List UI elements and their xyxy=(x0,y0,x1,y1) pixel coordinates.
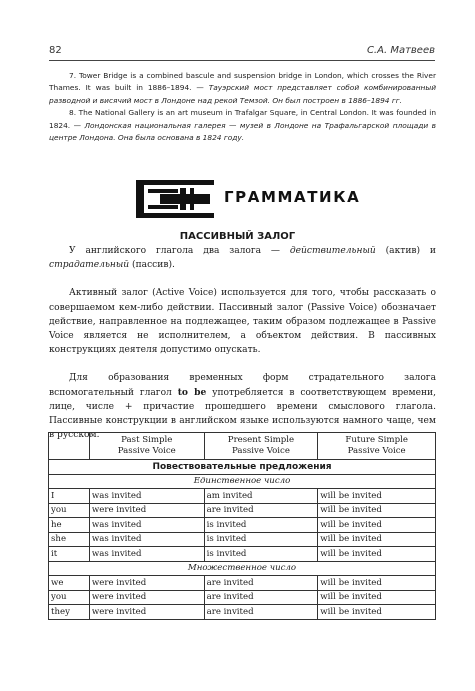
present-cell: are invited xyxy=(204,503,318,518)
table-row xyxy=(49,532,436,547)
past-cell: were invited xyxy=(89,605,204,620)
table-row xyxy=(49,489,436,504)
past-cell: was invited xyxy=(89,547,204,562)
passive-voice-table xyxy=(48,432,436,620)
grammar-section-icon xyxy=(136,180,214,218)
note-8 xyxy=(49,107,436,144)
future-cell: will be invited xyxy=(318,547,436,562)
p3-to-be: to be xyxy=(177,386,207,398)
author-name: С.А. Матвеев xyxy=(366,45,435,56)
singular-label: Единственное число xyxy=(49,474,436,489)
header-past-line1: Past Simple xyxy=(121,435,173,445)
present-cell: is invited xyxy=(204,547,318,562)
plural-label: Множественное число xyxy=(49,561,436,576)
table-header-row xyxy=(49,433,436,460)
future-cell: will be invited xyxy=(318,503,436,518)
pronoun-cell: he xyxy=(49,518,90,533)
present-cell: are invited xyxy=(204,576,318,591)
header-empty-cell xyxy=(49,433,90,460)
header-past-line2: Passive Voice xyxy=(117,446,176,456)
table-row xyxy=(49,576,436,591)
header-future-line1: Future Simple xyxy=(345,435,408,445)
note-8-english: 8. The National Gallery is an art museum in Trafalgar Square, in Central London. It was founded in 1824. — xyxy=(49,108,436,130)
table-body xyxy=(49,460,436,620)
table-row xyxy=(49,518,436,533)
past-cell: were invited xyxy=(89,503,204,518)
past-cell: were invited xyxy=(89,590,204,605)
future-cell: will be invited xyxy=(318,518,436,533)
section-title: ГРАММАТИКА xyxy=(224,188,361,206)
present-cell: are invited xyxy=(204,605,318,620)
pronoun-cell: you xyxy=(49,590,90,605)
pronoun-cell: they xyxy=(49,605,90,620)
header-present-line2: Passive Voice xyxy=(231,446,290,456)
future-cell: will be invited xyxy=(318,605,436,620)
section-label: Повествовательные предложения xyxy=(49,460,436,475)
present-cell: is invited xyxy=(204,532,318,547)
table-row xyxy=(49,547,436,562)
p1-part-a: У английского глагола два залога — xyxy=(69,246,290,256)
past-cell: was invited xyxy=(89,532,204,547)
present-cell: is invited xyxy=(204,518,318,533)
pronoun-cell: she xyxy=(49,532,90,547)
present-cell: am invited xyxy=(204,489,318,504)
note-7 xyxy=(49,70,436,107)
running-header xyxy=(49,44,435,61)
future-cell: will be invited xyxy=(318,532,436,547)
past-cell: was invited xyxy=(89,489,204,504)
future-cell: will be invited xyxy=(318,489,436,504)
plural-label-row xyxy=(49,561,436,576)
paragraph-2: Активный залог (Active Voice) используется для того, чтобы рассказать о совершаемом кем-либо действии. Пассивный залог (Passive Voice) обозначает действие, направленное на подлежащее, таким образом подлежащее в Passive Voice является не исполнителем, а объектом действия. В пассивных конструкциях деятеля допустимо опускать. xyxy=(49,288,436,356)
subheading: ПАССИВНЫЙ ЗАЛОГ xyxy=(179,231,296,242)
pronoun-cell: you xyxy=(49,503,90,518)
header-present-simple xyxy=(204,433,318,460)
header-past-simple xyxy=(89,433,204,460)
header-future-simple xyxy=(318,433,436,460)
section-row xyxy=(49,460,436,475)
pronoun-cell: we xyxy=(49,576,90,591)
future-cell: will be invited xyxy=(318,576,436,591)
singular-label-row xyxy=(49,474,436,489)
main-text xyxy=(49,244,436,442)
p1-part-c: (актив) и xyxy=(375,246,436,256)
header-present-line1: Present Simple xyxy=(227,435,295,445)
past-cell: was invited xyxy=(89,518,204,533)
table-row xyxy=(49,590,436,605)
page-number: 82 xyxy=(49,45,62,56)
p1-part-e: (пассив). xyxy=(129,260,175,271)
p1-term-active: действительный xyxy=(289,246,376,256)
table-row xyxy=(49,605,436,620)
table-row xyxy=(49,503,436,518)
present-cell: are invited xyxy=(204,590,318,605)
pronoun-cell: I xyxy=(49,489,90,504)
header-future-line2: Passive Voice xyxy=(347,446,406,456)
past-cell: were invited xyxy=(89,576,204,591)
note-7-russian: Тауэрский мост представляет собой комбинированный разводной и висячий мост в Лондоне над рекой Темзой. Он был построен в 1886–1894 гг. xyxy=(49,83,436,105)
p1-term-passive: страдательный xyxy=(49,260,130,271)
p3-part-a: Для образования временных форм страдательного залога вспомогательный глагол xyxy=(49,373,436,398)
p3-part-c: употребляется в соответствующем времени, лице, числе + причастие прошедшего времени смыслового глагола. Пассивные конструкции в английском языке используются намного чаще, чем в русском. xyxy=(49,387,437,441)
footnotes xyxy=(49,70,436,144)
paragraph-1 xyxy=(49,244,436,272)
future-cell: will be invited xyxy=(318,590,436,605)
note-8-russian: Лондонская национальная галерея — музей в Лондоне на Трафальгарской площади в центре Лондона. Она была основана в 1824 году. xyxy=(49,120,436,143)
pronoun-cell: it xyxy=(49,547,90,562)
note-7-english: 7. Tower Bridge is a combined bascule and suspension bridge in London, which crosses the River Thames. It was built in 1886–1894. — xyxy=(49,71,436,93)
